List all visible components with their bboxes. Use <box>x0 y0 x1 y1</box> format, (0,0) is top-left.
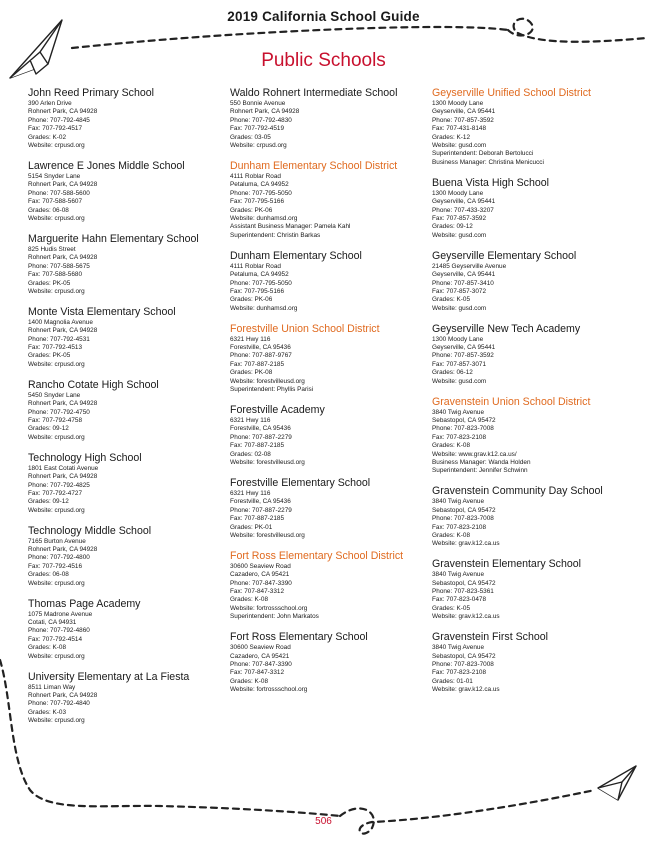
entry-detail-line: Grades: 06-08 <box>28 571 69 579</box>
entry-detail-line: Phone: 707-857-3592 <box>432 352 494 360</box>
entry-detail-line: Phone: 707-823-7008 <box>432 425 494 433</box>
entry-detail-line: 4111 Roblar Road <box>230 172 281 180</box>
entry-detail-line: Fax: 707-588-5680 <box>28 271 83 279</box>
entry-detail-line: Rohnert Park, CA 94928 <box>28 400 98 408</box>
school-entry <box>230 250 430 313</box>
school-name: Geyserville Elementary School <box>432 249 577 262</box>
entry-detail-line: Grades: 09-12 <box>28 425 69 433</box>
entry-detail-line: Fax: 707-795-5166 <box>230 198 285 206</box>
entry-detail-line: Petaluma, CA 94952 <box>230 271 289 279</box>
entry-detail-line: Assistant Business Manager: Pamela Kahl <box>230 223 351 231</box>
entry-detail-line: Phone: 707-887-2279 <box>230 433 292 441</box>
district-entry <box>432 87 632 167</box>
district-name: Dunham Elementary School District <box>230 159 398 172</box>
school-name: Marguerite Hahn Elementary School <box>28 232 199 245</box>
district-name: Forestville Union School District <box>230 322 380 335</box>
entry-detail-line: Website: grav.k12.ca.us <box>432 540 500 548</box>
entry-detail-line: Fax: 707-887-2185 <box>230 360 285 368</box>
school-name: Fort Ross Elementary School <box>230 631 368 644</box>
entry-detail-line: 7165 Burton Avenue <box>28 537 86 545</box>
district-entry <box>230 550 430 622</box>
entry-detail-line: Grades: K-08 <box>230 677 269 685</box>
entry-detail-line: Cazadero, CA 95421 <box>230 571 290 579</box>
entry-detail-line: Rohnert Park, CA 94928 <box>28 691 98 699</box>
district-entry <box>230 160 430 240</box>
district-name: Fort Ross Elementary School District <box>230 549 404 562</box>
school-entry <box>432 631 632 694</box>
entry-detail-line: 6321 Hwy 116 <box>230 416 271 424</box>
entry-detail-line: Fax: 707-792-4516 <box>28 562 83 570</box>
school-name: Forestville Elementary School <box>230 476 371 489</box>
school-name: Waldo Rohnert Intermediate School <box>230 87 398 99</box>
entry-detail-line: Fax: 707-792-4517 <box>28 125 83 133</box>
school-entry <box>28 379 228 442</box>
entry-detail-line: 5154 Snyder Lane <box>28 172 81 180</box>
entry-detail-line: Cazadero, CA 95421 <box>230 652 290 660</box>
entry-detail-line: Fax: 707-857-3592 <box>432 214 487 222</box>
entry-detail-line: Fax: 707-588-5607 <box>28 198 83 206</box>
entry-detail-line: Phone: 707-795-5050 <box>230 279 292 287</box>
entry-detail-line: Phone: 707-857-3592 <box>432 116 494 124</box>
entry-detail-line: Phone: 707-792-4531 <box>28 335 90 343</box>
entry-detail-line: Grades: PK-05 <box>28 279 71 287</box>
entry-detail-line: Superintendent: Christin Barkas <box>230 231 321 239</box>
entry-detail-line: Geyserville, CA 95441 <box>432 344 496 352</box>
entry-detail-line: Grades: K-05 <box>432 296 471 304</box>
entry-detail-line: Rohnert Park, CA 94928 <box>28 546 98 554</box>
school-name: Geyserville New Tech Academy <box>432 322 581 335</box>
entry-detail-line: Phone: 707-823-5361 <box>432 588 494 596</box>
entry-detail-line: 3840 Twig Avenue <box>432 408 484 416</box>
entry-detail-line: Rohnert Park, CA 94928 <box>28 327 98 335</box>
entry-detail-line: Website: crpusd.org <box>28 579 85 587</box>
entry-detail-line: Fax: 707-823-0478 <box>432 596 487 604</box>
entry-detail-line: Website: forestvilleusd.org <box>230 531 305 539</box>
entry-detail-line: Fax: 707-431-8148 <box>432 125 487 133</box>
entry-detail-line: Phone: 707-887-9767 <box>230 352 292 360</box>
entry-detail-line: Rohnert Park, CA 94928 <box>230 108 300 116</box>
entry-detail-line: Forestville, CA 95436 <box>230 344 291 352</box>
school-entry <box>432 323 632 386</box>
entry-detail-line: Website: gusd.com <box>432 304 487 312</box>
school-entry <box>28 306 228 369</box>
entry-detail-line: Website: crpusd.org <box>28 287 85 295</box>
listing-column-1 <box>28 87 228 735</box>
entry-detail-line: Fax: 707-887-2185 <box>230 442 285 450</box>
entry-detail-line: Phone: 707-792-4750 <box>28 408 90 416</box>
entry-detail-line: Website: grav.k12.ca.us <box>432 613 500 621</box>
entry-detail-line: Phone: 707-887-2279 <box>230 506 292 514</box>
entry-detail-line: Phone: 707-823-7008 <box>432 515 494 523</box>
entry-detail-line: Grades: 02-08 <box>230 450 271 458</box>
entry-detail-line: Cotati, CA 94931 <box>28 618 77 626</box>
entry-detail-line: Website: grav.k12.ca.us <box>432 686 500 694</box>
entry-detail-line: Fax: 707-792-4519 <box>230 125 285 133</box>
school-name: Gravenstein First School <box>432 631 548 644</box>
entry-detail-line: Fax: 707-795-5166 <box>230 287 285 295</box>
entry-detail-line: Website: crpusd.org <box>28 433 85 441</box>
entry-detail-line: Business Manager: Wanda Holden <box>432 459 531 466</box>
entry-detail-line: Phone: 707-792-4830 <box>230 116 292 124</box>
entry-detail-line: Superintendent: Phyllis Parisi <box>230 386 314 394</box>
entry-detail-line: 21485 Geyserville Avenue <box>432 262 507 270</box>
school-name: Dunham Elementary School <box>230 249 362 262</box>
entry-detail-line: Fax: 707-857-3072 <box>432 287 487 295</box>
district-entry <box>432 396 632 476</box>
entry-detail-line: Phone: 707-795-5050 <box>230 189 292 197</box>
entry-detail-line: Website: crpusd.org <box>28 652 85 660</box>
entry-detail-line: 5450 Snyder Lane <box>28 391 81 399</box>
entry-detail-line: 3840 Twig Avenue <box>432 498 484 506</box>
entry-detail-line: 3840 Twig Avenue <box>432 571 484 579</box>
paper-plane-icon <box>598 766 636 800</box>
school-name: Thomas Page Academy <box>28 597 141 610</box>
entry-detail-line: Grades: K-03 <box>28 708 67 716</box>
entry-detail-line: Phone: 707-792-4800 <box>28 554 90 562</box>
entry-detail-line: Website: www.grav.k12.ca.us/ <box>432 450 517 458</box>
district-name: Geyserville Unified School District <box>432 87 591 99</box>
district-entry <box>230 323 430 395</box>
entry-detail-line: Grades: 01-01 <box>432 677 473 685</box>
entry-detail-line: Grades: K-02 <box>28 133 67 141</box>
entry-detail-line: Forestville, CA 95436 <box>230 498 291 506</box>
school-entry <box>28 671 228 726</box>
entry-detail-line: Sebastopol, CA 95472 <box>432 416 496 424</box>
entry-detail-line: Website: crpusd.org <box>28 214 85 222</box>
entry-detail-line: Rohnert Park, CA 94928 <box>28 254 98 262</box>
school-entry <box>432 558 632 621</box>
entry-detail-line: Grades: 06-12 <box>432 369 473 377</box>
school-name: University Elementary at La Fiesta <box>28 670 190 683</box>
school-name: John Reed Primary School <box>28 87 155 99</box>
entry-detail-line: Phone: 707-792-4860 <box>28 627 90 635</box>
entry-detail-line: Fax: 707-823-2108 <box>432 523 487 531</box>
entry-detail-line: Fax: 707-847-3312 <box>230 588 285 596</box>
entry-detail-line: Website: gusd.com <box>432 377 487 385</box>
school-entry <box>28 452 228 515</box>
entry-detail-line: Website: fortrossschool.org <box>230 604 308 612</box>
entry-detail-line: Rohnert Park, CA 94928 <box>28 108 98 116</box>
entry-detail-line: Grades: K-08 <box>432 442 471 450</box>
entry-detail-line: Grades: K-05 <box>432 604 471 612</box>
entry-detail-line: Fax: 707-823-2108 <box>432 433 487 441</box>
entry-detail-line: Sebastopol, CA 95472 <box>432 506 496 514</box>
entry-detail-line: Phone: 707-847-3390 <box>230 661 292 668</box>
entry-detail-line: 30600 Seaview Road <box>230 562 291 570</box>
entry-detail-line: Phone: 707-588-5675 <box>28 262 90 270</box>
entry-detail-line: Website: crpusd.org <box>230 142 287 150</box>
entry-detail-line: 3840 Twig Avenue <box>432 644 484 652</box>
entry-detail-line: Grades: K-08 <box>230 596 269 604</box>
school-entry <box>432 250 632 313</box>
school-name: Technology High School <box>28 451 142 464</box>
listing-column-3 <box>432 87 632 704</box>
school-name: Gravenstein Elementary School <box>432 558 581 571</box>
entry-detail-line: 1400 Magnolia Avenue <box>28 318 93 326</box>
entry-detail-line: 1075 Madrone Avenue <box>28 610 93 618</box>
entry-detail-line: Fax: 707-792-4727 <box>28 489 83 497</box>
guide-title: 2019 California School Guide <box>227 9 420 24</box>
entry-detail-line: Sebastopol, CA 95472 <box>432 579 496 587</box>
entry-detail-line: 1300 Moody Lane <box>432 100 484 107</box>
entry-detail-line: Fax: 707-887-2185 <box>230 515 285 523</box>
entry-detail-line: Business Manager: Christina Menicucci <box>432 158 544 166</box>
entry-detail-line: Fax: 707-847-3312 <box>230 669 285 677</box>
page-number: 506 <box>315 816 332 827</box>
entry-detail-line: Website: dunhamsd.org <box>230 304 298 312</box>
entry-detail-line: 4111 Roblar Road <box>230 262 281 270</box>
entry-detail-line: Phone: 707-792-4840 <box>28 700 90 708</box>
entry-detail-line: Grades: PK-01 <box>230 523 273 531</box>
school-name: Rancho Cotate High School <box>28 378 159 391</box>
school-entry <box>230 631 430 694</box>
entry-detail-line: Website: gusd.com <box>432 142 487 150</box>
entry-detail-line: Phone: 707-792-4825 <box>28 481 90 489</box>
entry-detail-line: Website: crpusd.org <box>28 142 85 150</box>
entry-detail-line: Phone: 707-433-3207 <box>432 206 494 214</box>
school-name: Technology Middle School <box>28 524 152 537</box>
entry-detail-line: Grades: 03-05 <box>230 133 271 141</box>
section-title: Public Schools <box>261 50 386 71</box>
school-name: Gravenstein Community Day School <box>432 485 603 498</box>
entry-detail-line: Website: gusd.com <box>432 231 487 239</box>
school-name: Forestville Academy <box>230 403 325 416</box>
entry-detail-line: Geyserville, CA 95441 <box>432 108 496 116</box>
entry-detail-line: Geyserville, CA 95441 <box>432 198 496 206</box>
entry-detail-line: 1300 Moody Lane <box>432 189 484 197</box>
entry-detail-line: Forestville, CA 95436 <box>230 425 291 433</box>
entry-detail-line: 6321 Hwy 116 <box>230 489 271 497</box>
entry-detail-line: Fax: 707-792-4513 <box>28 344 83 352</box>
school-entry <box>432 485 632 548</box>
school-entry <box>28 598 228 661</box>
entry-detail-line: 6321 Hwy 116 <box>230 335 271 343</box>
entry-detail-line: 1300 Moody Lane <box>432 335 484 343</box>
entry-detail-line: Rohnert Park, CA 94928 <box>28 473 98 481</box>
entry-detail-line: Grades: PK-05 <box>28 352 71 360</box>
entry-detail-line: 30600 Seaview Road <box>230 644 291 652</box>
entry-detail-line: Grades: 09-12 <box>28 498 69 506</box>
school-name: Monte Vista Elementary School <box>28 305 176 318</box>
entry-detail-line: Website: fortrossschool.org <box>230 686 308 694</box>
entry-detail-line: Fax: 707-857-3071 <box>432 360 487 368</box>
entry-detail-line: Website: crpusd.org <box>28 506 85 514</box>
entry-detail-line: Petaluma, CA 94952 <box>230 181 289 189</box>
entry-detail-line: Geyserville, CA 95441 <box>432 271 496 279</box>
entry-detail-line: 550 Bonnie Avenue <box>230 100 286 107</box>
entry-detail-line: 390 Arlen Drive <box>28 100 72 107</box>
entry-detail-line: Superintendent: Jennifer Schwinn <box>432 467 528 475</box>
school-entry <box>432 177 632 240</box>
entry-detail-line: Grades: PK-06 <box>230 206 273 214</box>
entry-detail-line: Grades: K-08 <box>432 531 471 539</box>
entry-detail-line: Grades: 06-08 <box>28 206 69 214</box>
entry-detail-line: Website: dunhamsd.org <box>230 214 298 222</box>
entry-detail-line: Website: crpusd.org <box>28 360 85 368</box>
school-entry <box>28 160 228 223</box>
entry-detail-line: Website: forestvilleusd.org <box>230 377 305 385</box>
entry-detail-line: Superintendent: Deborah Bertolucci <box>432 150 534 158</box>
entry-detail-line: Grades: PK-08 <box>230 369 273 377</box>
school-entry <box>230 477 430 540</box>
entry-detail-line: Phone: 707-857-3410 <box>432 279 494 287</box>
entry-detail-line: Phone: 707-588-5600 <box>28 189 90 197</box>
entry-detail-line: Phone: 707-792-4845 <box>28 116 90 124</box>
school-name: Lawrence E Jones Middle School <box>28 159 185 172</box>
district-name: Gravenstein Union School District <box>432 395 591 408</box>
entry-detail-line: Grades: 09-12 <box>432 223 473 231</box>
entry-detail-line: Grades: K-08 <box>28 644 67 652</box>
entry-detail-line: Fax: 707-792-4514 <box>28 635 83 643</box>
entry-detail-line: 825 Hudis Street <box>28 245 76 253</box>
entry-detail-line: Fax: 707-792-4758 <box>28 416 83 424</box>
entry-detail-line: 8511 Liman Way <box>28 683 76 691</box>
entry-detail-line: Grades: K-12 <box>432 133 471 141</box>
school-entry <box>28 525 228 588</box>
school-name: Buena Vista High School <box>432 176 550 189</box>
entry-detail-line: Grades: PK-06 <box>230 296 273 304</box>
entry-detail-line: Website: forestvilleusd.org <box>230 459 305 466</box>
entry-detail-line: 1801 East Cotati Avenue <box>28 464 99 472</box>
school-entry <box>230 87 430 150</box>
entry-detail-line: Website: crpusd.org <box>28 717 85 725</box>
entry-detail-line: Rohnert Park, CA 94928 <box>28 181 98 189</box>
entry-detail-line: Phone: 707-847-3390 <box>230 579 292 587</box>
entry-detail-line: Fax: 707-823-2108 <box>432 669 487 677</box>
school-entry <box>28 87 228 150</box>
entry-detail-line: Sebastopol, CA 95472 <box>432 652 496 660</box>
school-entry <box>230 404 430 467</box>
listing-column-2 <box>230 87 430 704</box>
school-entry <box>28 233 228 296</box>
entry-detail-line: Phone: 707-823-7008 <box>432 661 494 668</box>
entry-detail-line: Superintendent: John Markatos <box>230 613 319 621</box>
